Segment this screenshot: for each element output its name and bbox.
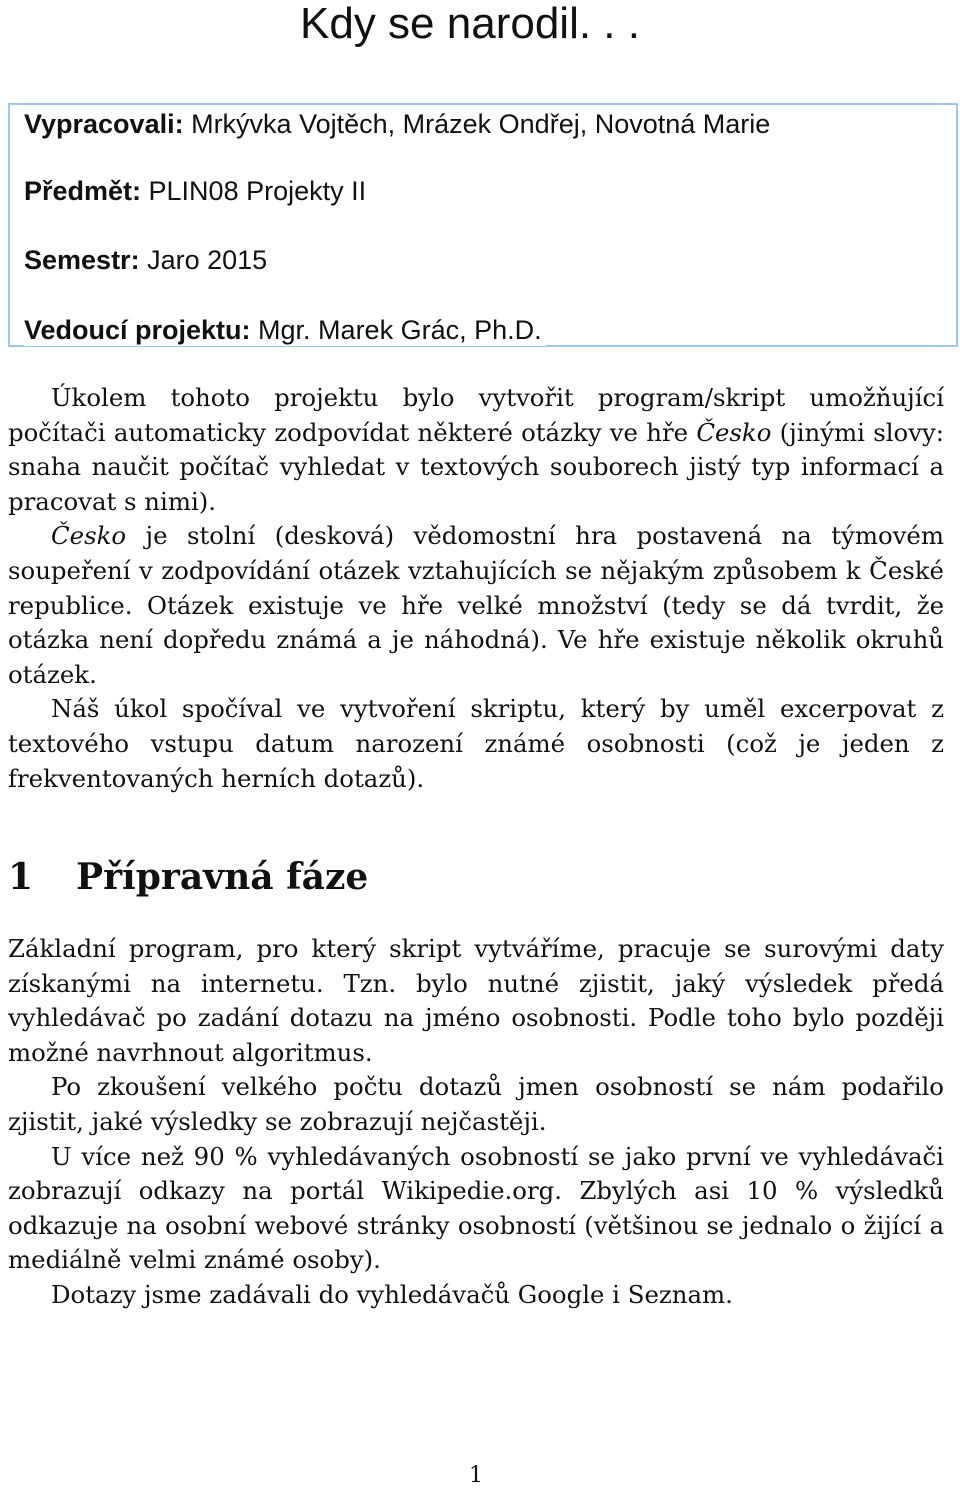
subject-value: PLIN08 Projekty II: [141, 176, 367, 206]
intro-paragraph: [8, 519, 944, 692]
page-number: 1: [469, 1463, 483, 1488]
subject-row: [24, 175, 366, 207]
subject-label: Předmět:: [24, 176, 142, 206]
supervisor-value: Mgr. Marek Grác, Ph.D.: [250, 315, 542, 345]
section-paragraph: Základní program, pro který skript vytváříme, pracuje se surovými daty získanými na internetu. Tzn. bylo nutné zjistit, jaký výsledek předá vyhledávač po zadání dotazu na jméno osobnosti. Podle toho bylo později možné navrhnout algoritmus.: [8, 934, 944, 1067]
intro-text: [8, 381, 944, 796]
project-info-box: [8, 103, 958, 347]
section-paragraph: Dotazy jsme zadávali do vyhledávačů Google i Seznam.: [51, 1279, 733, 1309]
semester-row: [24, 244, 267, 276]
section-title: Přípravná fáze: [76, 856, 369, 898]
intro-paragraph: Náš úkol spočíval ve vytvoření skriptu, který by uměl excerpovat z textového vstupu datum narození známé osobnosti (což je jeden z frekventovaných herních dotazů).: [8, 694, 944, 793]
game-name-emphasis: Česko: [696, 417, 772, 447]
authors-label: Vypracovali:: [24, 109, 184, 139]
semester-label: Semestr:: [24, 245, 140, 275]
section-body: [8, 932, 944, 1313]
intro-text-run: je stolní (desková) vědomostní hra postavená na týmovém soupeření v zodpovídání otázek vztahujících se nějakým způsobem k České republice. Otázek existuje ve hře velké množství (tedy se dá tvrdit, že otázka není dopředu známá a je náhodná). Ve hře existuje několik okruhů otázek.: [8, 521, 944, 689]
document-title: Kdy se narodil. . .: [300, 0, 640, 48]
section-paragraph: Po zkoušení velkého počtu dotazů jmen osobností se nám podařilo zjistit, jaké výsledky se zobrazují nejčastěji.: [8, 1072, 944, 1136]
intro-text-run: Úkolem tohoto projektu bylo vytvořit program/skript umožňující počítači automaticky zodpovídat některé otázky ve hře: [8, 383, 944, 447]
game-name-emphasis: Česko: [51, 521, 127, 551]
intro-paragraph: [8, 381, 944, 519]
semester-value: Jaro 2015: [139, 245, 268, 275]
section-heading: [8, 852, 368, 902]
authors-value: Mrkývka Vojtěch, Mrázek Ondřej, Novotná Marie: [183, 109, 771, 139]
authors-row: [24, 108, 770, 140]
section-number: 1: [8, 856, 34, 898]
supervisor-row: [24, 314, 546, 346]
section-paragraph: U více než 90 % vyhledávaných osobností se jako první ve vyhledávači zobrazují odkazy na portál Wikipedie.org. Zbylých asi 10 % výsledků odkazuje na osobní webové stránky osobností (většinou se jednalo o žijící a mediálně velmi známé osoby).: [8, 1141, 944, 1275]
intro-text-run: (jinými slovy: snaha naučit počítač vyhledat v textových souborech jistý typ informací a pracovat s nimi).: [8, 417, 944, 516]
supervisor-label: Vedoucí projektu:: [24, 315, 251, 345]
